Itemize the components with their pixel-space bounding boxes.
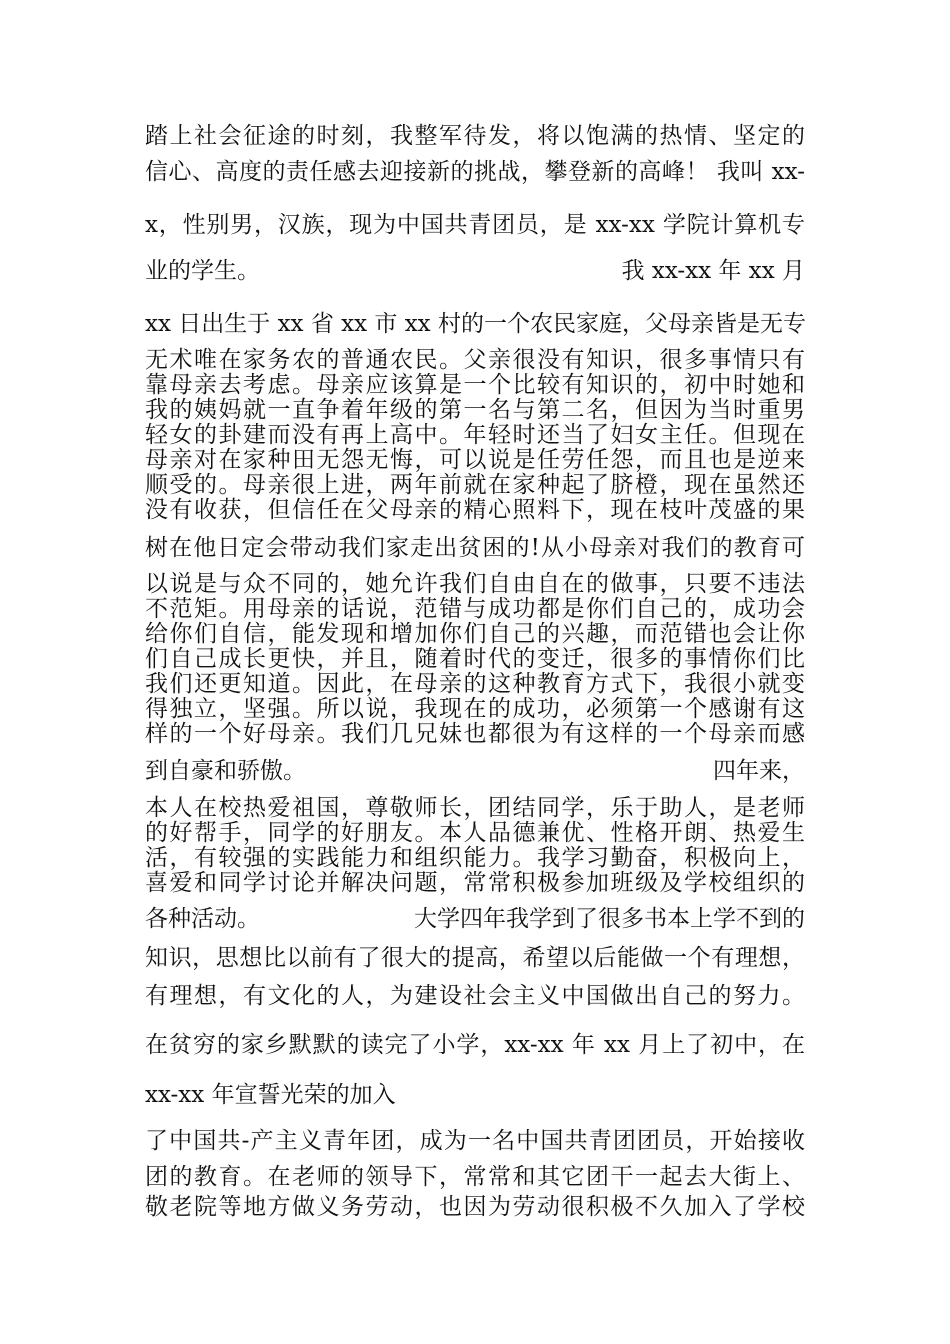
line-start-text: 业的学生。: [145, 258, 260, 284]
text-line: 无术唯在家务农的普通农民。父亲很没有知识，很多事情只有: [145, 347, 805, 373]
line-end-text: 大学四年我学到了很多书本上学不到的: [414, 906, 805, 932]
text-line: 敬老院等地方做义务劳动，也因为劳动很积极不久加入了学校: [145, 1194, 805, 1220]
text-line: 以说是与众不同的，她允许我们自由自在的做事，只要不违法: [145, 571, 805, 597]
text-line: 顺受的。母亲很上进，两年前就在家种起了脐橙，现在虽然还: [145, 472, 805, 498]
text-line: 在贫穷的家乡默默的读完了小学，xx-xx 年 xx 月上了初中，在: [145, 1032, 805, 1058]
text-line: [145, 757, 805, 785]
text-line: 的好帮手，同学的好朋友。本人品德兼优、性格开朗、热爱生: [145, 820, 805, 846]
line-start-text: 到自豪和骄傲。: [145, 758, 306, 784]
text-line: 活，有较强的实践能力和组织能力。我学习勤奋，积极向上，: [145, 845, 805, 871]
text-line: 知识，思想比以前有了很大的提高，希望以后能做一个有理想，: [145, 945, 805, 971]
text-line: 我们还更知道。因此，在母亲的这种教育方式下，我很小就变: [145, 671, 805, 697]
text-line: 轻女的卦建而没有再上高中。年轻时还当了妇女主任。但现在: [145, 422, 805, 448]
text-line: 团的教育。在老师的领导下，常常和其它团干一起去大街上、: [145, 1164, 805, 1190]
text-line: 们自己成长更快，并且，随着时代的变迁，很多的事情你们比: [145, 646, 805, 672]
text-line: [145, 257, 805, 285]
text-line: 喜爱和同学讨论并解决问题，常常积极参加班级及学校组织的: [145, 870, 805, 896]
text-line: xx 日出生于 xx 省 xx 市 xx 村的一个农民家庭，父母亲皆是无专: [145, 311, 806, 337]
line-end-text: 四年来，: [713, 758, 805, 784]
text-line: 踏上社会征途的时刻，我整军待发，将以饱满的热情、坚定的: [145, 123, 805, 149]
text-line: 我的姨妈就一直争着年级的第一名与第二名，但因为当时重男: [145, 397, 805, 423]
text-line: 样的一个好母亲。我们几兄妹也都很为有这样的一个母亲而感: [145, 721, 805, 747]
text-line: 母亲对在家种田无怨无悔，可以说是任劳任怨，而且也是逆来: [145, 447, 805, 473]
line-end-text: 我 xx-xx 年 xx 月: [621, 258, 805, 284]
text-line: 树在他日定会带动我们家走出贫困的!从小母亲对我们的教育可: [145, 535, 805, 561]
text-line: 得独立，坚强。所以说，我现在的成功，必须第一个感谢有这: [145, 696, 805, 722]
text-line: 没有收获，但信任在父母亲的精心照料下，现在枝叶茂盛的果: [145, 497, 805, 523]
line-start-text: 各种活动。: [145, 906, 260, 932]
text-line: 信心、高度的责任感去迎接新的挑战，攀登新的高峰！ 我叫 xx-: [145, 159, 805, 185]
text-line: 靠母亲去考虑。母亲应该算是一个比较有知识的，初中时她和: [145, 372, 805, 398]
text-line: 给你们自信，能发现和增加你们自己的兴趣，而范错也会让你: [145, 621, 805, 647]
text-line: 不范矩。用母亲的话说，范错与成功都是你们自己的，成功会: [145, 596, 805, 622]
text-line: xx-xx 年宣誓光荣的加入: [145, 1082, 396, 1108]
text-line: 有理想，有文化的人，为建设社会主义中国做出自己的努力。: [145, 983, 805, 1009]
text-line: 了中国共-产主义青年团，成为一名中国共青团团员，开始接收: [145, 1128, 805, 1154]
text-line: 本人在校热爱祖国，尊敬师长，团结同学，乐于助人，是老师: [145, 795, 805, 821]
text-line: x，性别男，汉族，现为中国共青团员，是 xx-xx 学院计算机专: [145, 212, 805, 238]
text-line: [145, 905, 805, 933]
